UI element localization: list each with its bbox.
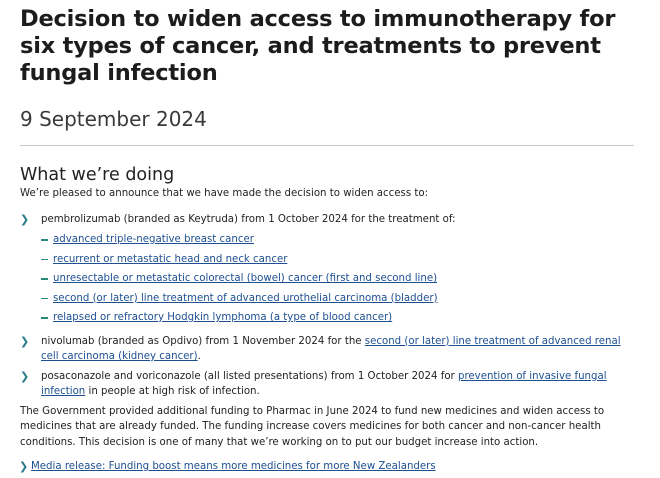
link-head-and-neck-cancer[interactable]: recurrent or metastatic head and neck cancer: [53, 253, 288, 265]
page-title: Decision to widen access to immunotherapy for six types of cancer, and treatments to prevent fungal infection: [20, 6, 616, 86]
link-colorectal-cancer[interactable]: unresectable or metastatic colorectal (bowel) cancer (first and second line): [53, 273, 438, 284]
link-triple-negative-breast-cancer[interactable]: advanced triple-negative breast cancer: [53, 234, 254, 245]
sub-list-item: [41, 271, 640, 291]
list-item-text-end: in people at high risk of infection.: [85, 386, 260, 397]
article-page: [20, 6, 640, 475]
list-item-text: nivolumab (branded as Opdivo) from 1 November 2024 for the: [41, 335, 365, 347]
list-item-pembrolizumab: [20, 212, 640, 330]
intro-text: We’re pleased to announce that we have made the decision to widen access to:: [20, 188, 429, 199]
sub-list-item: [41, 310, 640, 330]
list-item-text: posaconazole and voriconazole (all listed presentations) from 1 October 2024 for: [41, 370, 458, 382]
sub-list-item: [41, 232, 640, 252]
list-item-text: pembrolizumab (branded as Keytruda) from 1 October 2024 for the treatment of:: [41, 213, 456, 225]
list-item-posaconazole: [20, 369, 640, 400]
chevron-right-icon: ❯: [20, 334, 30, 348]
indication-sublist: [41, 232, 640, 330]
list-item-text-end: .: [197, 351, 201, 362]
dash-icon: [41, 278, 48, 280]
chevron-right-icon: ❯: [20, 369, 30, 383]
media-release-link[interactable]: Media release: Funding boost means more medicines for more New Zealanders: [31, 461, 436, 472]
link-renal-cell-carcinoma[interactable]: second (or later) line treatment of advanced renal cell carcinoma (kidney cancer): [41, 335, 621, 362]
link-urothelial-carcinoma[interactable]: second (or later) line treatment of advanced urothelial carcinoma (bladder): [53, 292, 438, 304]
dash-icon: [41, 317, 48, 319]
link-fungal-infection[interactable]: prevention of invasive fungal infection: [41, 370, 607, 397]
list-item-nivolumab: [20, 334, 640, 365]
publish-date: 9 September 2024: [20, 107, 207, 131]
access-list: [20, 212, 640, 400]
media-release-row: [20, 459, 640, 475]
funding-paragraph: The Government provided additional funding to Pharmac in June 2024 to fund new medicines and widen access to medicines that are already funded. The funding increase covers medicines for both cancer and non-cancer health conditions. This decision is one of many that we’re working on to put our budget increase into action.: [20, 405, 605, 448]
divider: [20, 145, 634, 146]
dash-icon: [41, 259, 48, 261]
chevron-right-icon: ❯: [19, 460, 29, 473]
link-hodgkin-lymphoma[interactable]: relapsed or refractory Hodgkin lymphoma (a type of blood cancer): [53, 312, 393, 323]
dash-icon: [41, 239, 48, 241]
dash-icon: [41, 298, 48, 300]
sub-list-item: [41, 291, 640, 311]
chevron-right-icon: ❯: [20, 212, 30, 226]
section-heading: What we’re doing: [20, 165, 175, 185]
sub-list-item: [41, 252, 640, 272]
